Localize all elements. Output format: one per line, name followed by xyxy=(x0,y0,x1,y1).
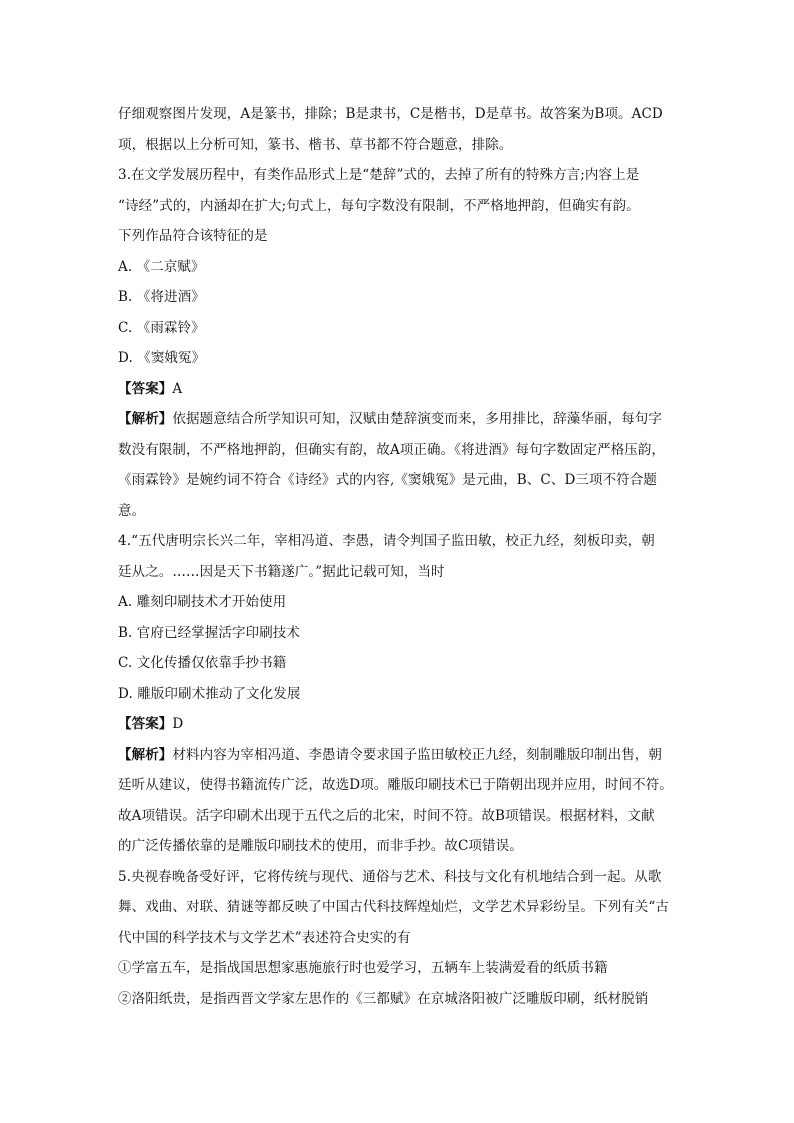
option-c: C. 文化传播仅依靠手抄书籍 xyxy=(118,655,287,671)
statement-2: ②洛阳纸贵，是指西晋文学家左思作的《三都赋》在京城洛阳被广泛雕版印刷，纸材脱销 xyxy=(118,990,649,1007)
question-3-stem: 3.在文学发展历程中，有类作品形式上是“楚辞”式的，去掉了所有的特殊方言;内容上是 xyxy=(118,167,640,183)
text-line: 故A项错误。活字印刷术出现于五代之后的北宋，时间不符。故B项错误。根据材料，文献 xyxy=(118,807,655,824)
text-line: 《雨霖铃》是婉约词不符合《诗经》式的内容,《窦娥冤》是元曲，B、C、D三项不符合题 xyxy=(118,472,657,488)
statement-1: ①学富五车，是指战国思想家惠施旅行时也爱学习，五辆车上装满爱看的纸质书籍 xyxy=(118,960,608,976)
question-3-stem: 下列作品符合该特征的是 xyxy=(118,228,268,244)
answer-line: 【答案】D xyxy=(118,716,184,732)
text-line: 廷听从建议，使得书籍流传广泛，故选D项。雕版印刷技术已于隋朝出现并应用，时间不符。 xyxy=(118,777,673,793)
answer-tag: 【答案】 xyxy=(118,380,173,397)
text-line: 意。 xyxy=(118,502,146,519)
answer-line: 【答案】A xyxy=(118,380,183,397)
question-5-stem: 5.央视春晚备受好评，它将传统与现代、通俗与艺术、科技与文化有机地结合到一起。从歌 xyxy=(118,868,662,885)
document-page xyxy=(118,99,688,1014)
question-5-stem: 舞、戏曲、对联、猜谜等都反映了中国古代科技辉煌灿烂，文学艺术异彩纷呈。下列有关“古 xyxy=(118,899,669,915)
option-c: C. 《雨霖铃》 xyxy=(118,319,205,336)
answer-tag: 【答案】 xyxy=(118,716,173,732)
analysis-tag: 【解析】 xyxy=(118,411,173,427)
question-3-stem: “诗经”式的，内涵却在扩大;句式上，每句字数没有限制，不严格地押韵，但确实有韵。 xyxy=(118,197,640,214)
text-line: 数没有限制，不严格地押韵，但确实有韵，故A项正确。《将进酒》每句字数固定严格压韵， xyxy=(118,441,666,458)
analysis-line: 【解析】依据题意结合所学知识可知，汉赋由楚辞演变而来，多用排比，辞藻华丽，每句字 xyxy=(118,411,663,427)
question-4-stem: 廷从之。……因是天下书籍遂广。”据此记载可知，当时 xyxy=(118,563,445,580)
option-b: B. 《将进酒》 xyxy=(118,289,205,305)
option-a: A. 《二京赋》 xyxy=(118,258,205,275)
option-d: D. 雕版印刷术推动了文化发展 xyxy=(118,685,301,702)
option-d: D. 《窦娥冤》 xyxy=(118,350,206,366)
option-a: A. 雕刻印刷技术才开始使用 xyxy=(118,594,287,610)
text-line: 项，根据以上分析可知，篆书、楷书、草书都不符合题意，排除。 xyxy=(118,136,513,153)
analysis-tag: 【解析】 xyxy=(118,746,173,763)
analysis-line: 【解析】材料内容为宰相冯道、李愚请令要求国子监田敏校正九经，刻制雕版印制出售，朝 xyxy=(118,746,663,763)
text-line: 的广泛传播依靠的是雕版印刷技术的使用，而非手抄。故C项错误。 xyxy=(118,838,523,854)
option-b: B. 官府已经掌握活字印刷技术 xyxy=(118,624,301,641)
question-5-stem: 代中国的科学技术与文学艺术”表述符合史实的有 xyxy=(118,929,411,946)
question-4-stem: 4.“五代唐明宗长兴二年，宰相冯道、李愚，请令判国子监田敏，校正九经，刻板印卖，朝 xyxy=(118,533,655,549)
text-line: 仔细观察图片发现，A是篆书，排除；B是隶书，C是楷书，D是草书。故答案为B项。ACD xyxy=(118,106,663,122)
